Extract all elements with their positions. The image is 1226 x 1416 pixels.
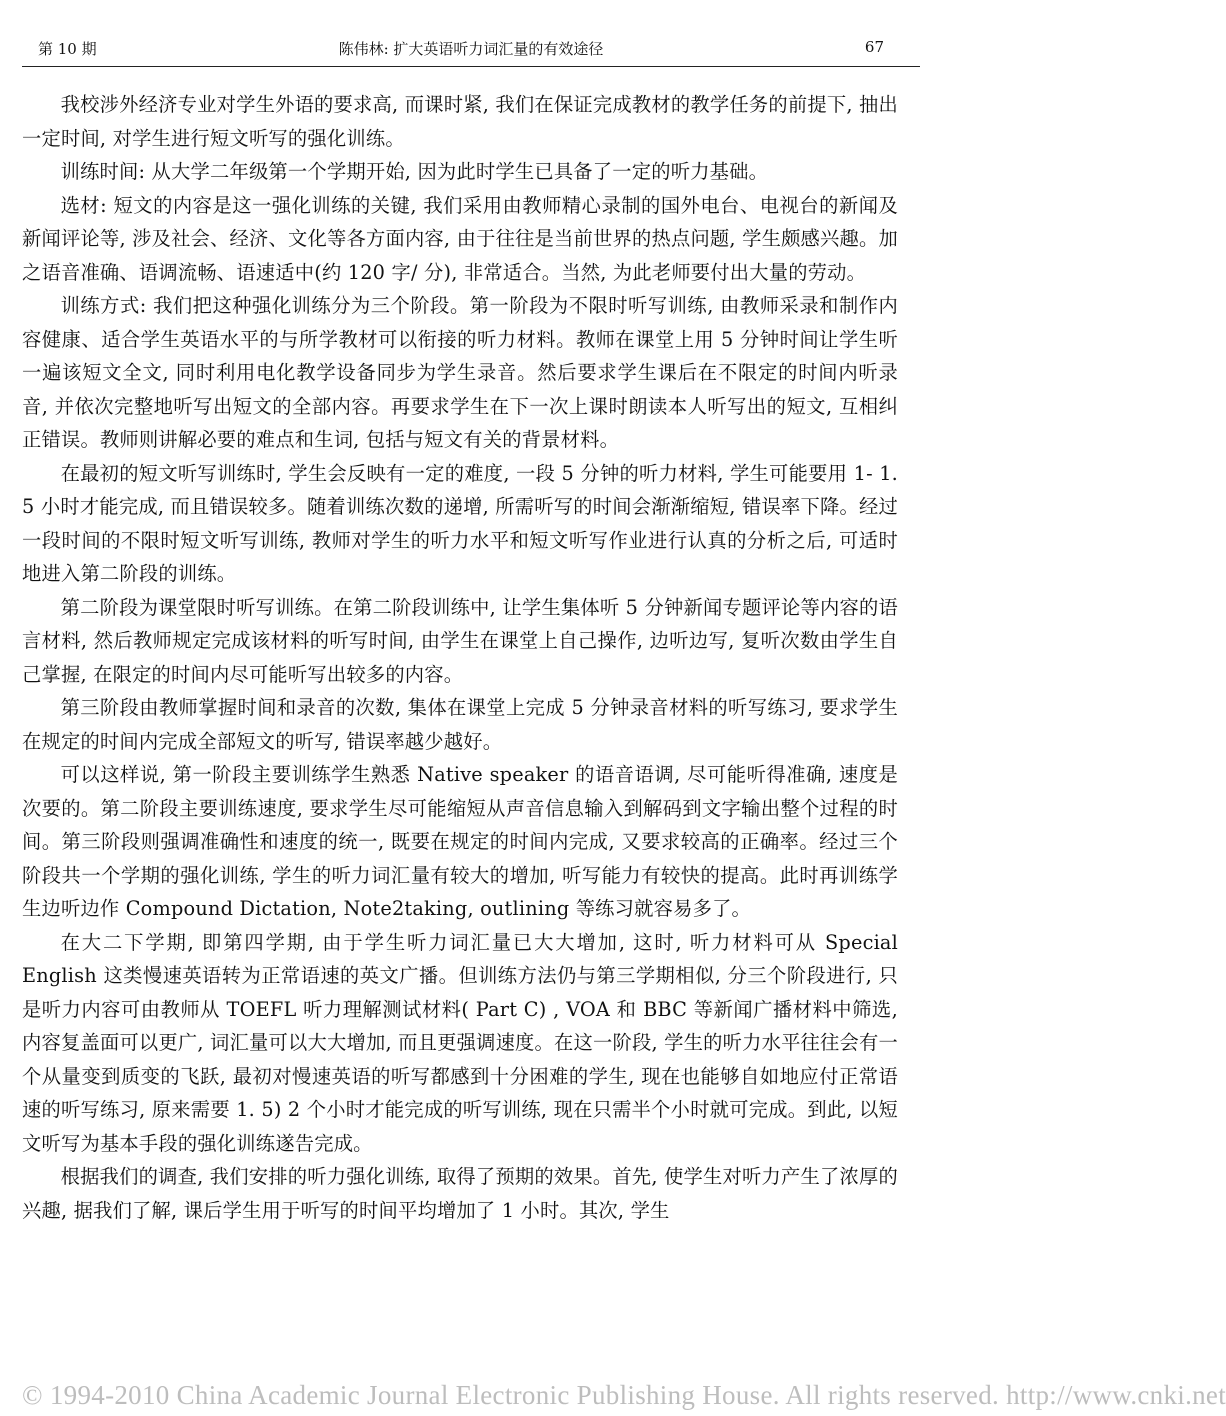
paragraph-material-selection: 选材: 短文的内容是这一强化训练的关键, 我们采用由教师精心录制的国外电台、电视台的新闻及新闻评论等, 涉及社会、经济、文化等各方面内容, 由于往往是当前世界的热点问题, 学生颇感兴趣。加之语音准确、语调流畅、语速适中(约 120 字/ 分), 非常适合。当然, 为此老师要付出大量的劳动。 [22, 193, 898, 284]
paragraph-fourth-semester: 在大二下学期, 即第四学期, 由于学生听力词汇量已大大增加, 这时, 听力材料可从 Special English 这类慢速英语转为正常语速的英文广播。但训练方法仍与第三学期相似, 分三个阶段进行, 只是听力内容可由教师从 TOEFL 听力理解测试材料( Part C) , VOA 和 BBC 等新闻广播材料中筛选, 内容复盖面可以更广, 词汇量可以大大增加, 而且更强调速度。在这一阶段, 学生的听力水平往往会有一个从量变到质变的飞跃, 最初对慢速英语的听写都感到十分困难的学生, 现在也能够自如地应付正常语速的听写练习, 原来需要 1. 5) 2 个小时才能完成的听写训练, 现在只需半个小时就可完成。到此, 以短文听写为基本手段的强化训练遂告完成。 [22, 930, 898, 1155]
paragraph-stage-two: 第二阶段为课堂限时听写训练。在第二阶段训练中, 让学生集体听 5 分钟新闻专题评论等内容的语言材料, 然后教师规定完成该材料的听写时间, 由学生在课堂上自己操作, 边听边写, 复听次数由学生自己掌握, 在限定的时间内尽可能听写出较多的内容。 [22, 595, 898, 686]
copyright-watermark: © 1994-2010 China Academic Journal Electronic Publishing House. All rights reserved. http://www.cnki.net [22, 1380, 1226, 1410]
paragraph-initial-stage: 在最初的短文听写训练时, 学生会反映有一定的难度, 一段 5 分钟的听力材料, 学生可能要用 1- 1. 5 小时才能完成, 而且错误较多。随着训练次数的递增, 所需听写的时间会渐渐缩短, 错误率下降。经过一段时间的不限时短文听写训练, 教师对学生的听力水平和短文听写作业进行认真的分析之后, 可适时地进入第二阶段的训练。 [22, 461, 898, 585]
paragraph-school-context: 我校涉外经济专业对学生外语的要求高, 而课时紧, 我们在保证完成教材的教学任务的前提下, 抽出一定时间, 对学生进行短文听写的强化训练。 [22, 93, 898, 150]
page-number: 67 [864, 38, 884, 56]
paragraph-training-time: 训练时间: 从大学二年级第一个学期开始, 因为此时学生已具备了一定的听力基础。 [60, 160, 769, 183]
paragraph-training-method: 训练方式: 我们把这种强化训练分为三个阶段。第一阶段为不限时听写训练, 由教师采录和制作内容健康、适合学生英语水平的与所学教材可以衔接的听力材料。教师在课堂上用 5 分钟时间让学生听一遍该短文全文, 同时利用电化教学设备同步为学生录音。然后要求学生课后在不限定的时间内听录音, 并依次完整地听写出短文的全部内容。再要求学生在下一次上课时朗读本人听写出的短文, 互相纠正错误。教师则讲解必要的难点和生词, 包括与短文有关的背景材料。 [22, 294, 898, 451]
article-body [22, 88, 898, 1227]
paragraph-survey-results: 根据我们的调查, 我们安排的听力强化训练, 取得了预期的效果。首先, 使学生对听力产生了浓厚的兴趣, 据我们了解, 课后学生用于听写的时间平均增加了 1 小时。其次, 学生 [22, 1165, 898, 1222]
paragraph-stage-three: 第三阶段由教师掌握时间和录音的次数, 集体在课堂上完成 5 分钟录音材料的听写练习, 要求学生在规定的时间内完成全部短文的听写, 错误率越少越好。 [22, 696, 898, 753]
issue-number: 第 10 期 [38, 40, 97, 58]
paragraph-stage-summary: 可以这样说, 第一阶段主要训练学生熟悉 Native speaker 的语音语调, 尽可能听得准确, 速度是次要的。第二阶段主要训练速度, 要求学生尽可能缩短从声音信息输入到解码到文字输出整个过程的时间。第三阶段则强调准确性和速度的统一, 既要在规定的时间内完成, 又要求较高的正确率。经过三个阶段共一个学期的强化训练, 学生的听力词汇量有较大的增加, 听写能力有较快的提高。此时再训练学生边听边作 Compound Dictation, Note2taking, outlining 等练习就容易多了。 [22, 763, 898, 920]
running-header [22, 30, 920, 67]
running-title: 陈伟林: 扩大英语听力词汇量的有效途径 [338, 40, 604, 58]
